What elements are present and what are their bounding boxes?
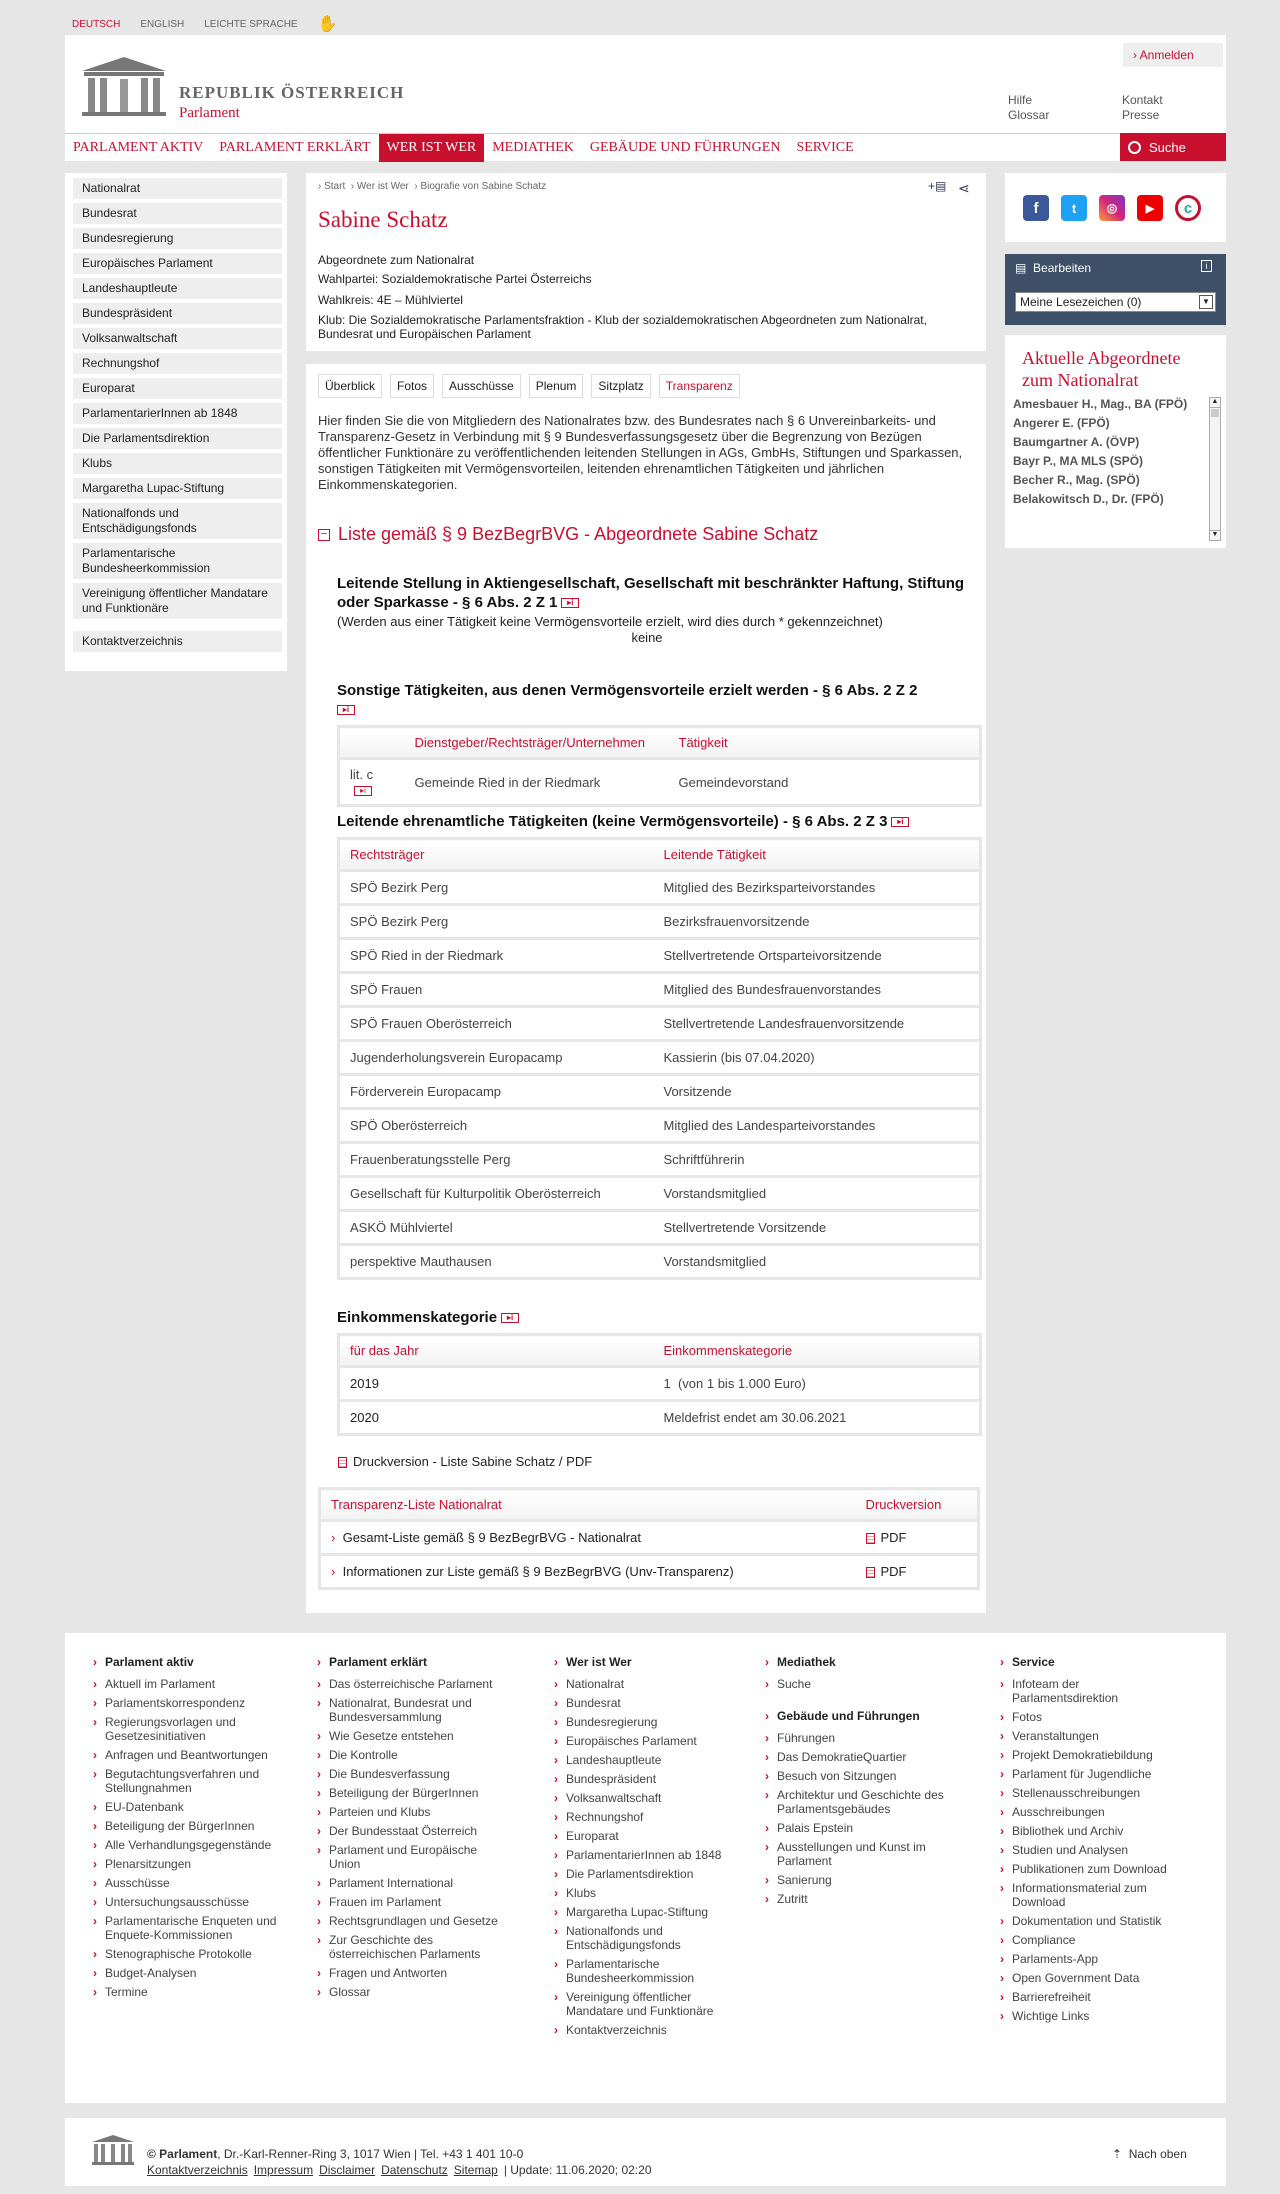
sidebar-item-nationalrat[interactable]: Nationalrat — [73, 178, 282, 199]
breadcrumb: › Start › Wer ist Wer › Biografie von Sabine Schatz — [318, 181, 547, 192]
footer-link[interactable]: › Europäisches Parlament — [554, 1734, 739, 1748]
table-row — [339, 1245, 981, 1279]
footer-col-parlament-aktiv — [93, 1655, 283, 2004]
footer-link[interactable]: › Parteien und Klubs — [317, 1805, 502, 1819]
footer-link[interactable]: › Regierungsvorlagen und Gesetzesinitiativen — [93, 1715, 283, 1743]
sidebar-item-nationalfonds[interactable]: Nationalfonds und Entschädigungsfonds — [73, 503, 282, 539]
sidebar-item-bundespraesident[interactable]: Bundespräsident — [73, 303, 282, 324]
footer-link[interactable]: › Parlamentarische Bundesheerkommission — [554, 1957, 739, 1985]
footer-link[interactable]: › Parlament International — [317, 1876, 502, 1890]
table-cell: Vorstandsmitglied — [663, 1254, 767, 1269]
profile-party: Wahlpartei: Sozialdemokratische Partei Österreichs — [318, 272, 592, 286]
sidebar-item-parlamentarier[interactable]: ParlamentarierInnen ab 1848 — [73, 403, 282, 424]
twitter-icon[interactable]: t — [1061, 195, 1087, 221]
table-header: Leitende Tätigkeit — [654, 839, 981, 871]
table-header-row — [339, 839, 981, 871]
info-icon[interactable]: ▸i — [891, 817, 909, 827]
logo-line2: Parlament — [179, 105, 240, 121]
transparency-link[interactable]: Informationen zur Liste gemäß § 9 BezBegrBVG (Unv-Transparenz) — [342, 1564, 734, 1579]
footer — [65, 1633, 1226, 2103]
footer-link[interactable]: › Parlamentskorrespondenz — [93, 1696, 283, 1710]
table-cell: 1 (von 1 bis 1.000 Euro) — [654, 1367, 981, 1401]
pdf-icon — [866, 1567, 875, 1578]
table-header: Rechtsträger — [339, 839, 654, 871]
footer-link[interactable]: › Bibliothek und Archiv — [1000, 1824, 1180, 1838]
footer-links — [147, 2163, 652, 2177]
footer-link[interactable]: › Beteiligung der BürgerInnen — [93, 1819, 283, 1833]
table-cell: Stellvertretende Vorsitzende — [654, 1211, 981, 1245]
nav-gebaeude[interactable]: GEBÄUDE UND FÜHRUNGEN — [589, 139, 781, 155]
footer-link[interactable]: › Compliance — [1000, 1933, 1180, 1947]
contact-link[interactable]: Kontakt — [1122, 93, 1163, 107]
tab-ueberblick[interactable]: Überblick — [318, 374, 382, 398]
nav-parlament-aktiv[interactable]: PARLAMENT AKTIV — [73, 139, 204, 155]
table-cell[interactable] — [856, 1521, 979, 1555]
table-row — [339, 871, 981, 905]
bookmarks-panel — [1005, 254, 1226, 325]
profile-panel — [306, 173, 986, 351]
tab-sitzplatz[interactable]: Sitzplatz — [591, 374, 650, 398]
table-cell: Schriftführerin — [654, 1143, 981, 1177]
share-icon[interactable]: ⋖ — [958, 180, 970, 196]
table-header-row — [320, 1489, 979, 1521]
sidebar-item-rechnungshof[interactable]: Rechnungshof — [73, 353, 282, 374]
profile-club: Klub: Die Sozialdemokratische Parlamentsfraktion - Klub der sozialdemokratischen Abgeordneten zum Nationalrat, Bundesrat und Europäischen Parlament — [318, 313, 927, 341]
sidebar-item-bundesheerkommission[interactable]: Parlamentarische Bundesheerkommission — [73, 543, 282, 579]
press-link[interactable]: Presse — [1122, 108, 1160, 122]
table-cell: ASKÖ Mühlviertel — [339, 1211, 654, 1245]
section3-title-text: Leitende ehrenamtliche Tätigkeiten (keine Vermögensvorteile) - § 6 Abs. 2 Z 3 — [337, 813, 888, 830]
sidebar-item-klubs[interactable]: Klubs — [73, 453, 282, 474]
footer-link[interactable]: › Projekt Demokratiebildung — [1000, 1748, 1180, 1762]
table-row — [339, 1367, 981, 1401]
table-cell: SPÖ Oberösterreich — [339, 1109, 654, 1143]
section1-title — [337, 574, 977, 612]
footer-logo-icon[interactable] — [91, 2134, 135, 2166]
print-version-link[interactable] — [338, 1454, 592, 1469]
tab-fotos[interactable]: Fotos — [390, 374, 434, 398]
footer-link[interactable]: › Suche — [765, 1677, 950, 1691]
ehrenamt-table — [337, 837, 982, 1280]
footer-link[interactable]: › Der Bundesstaat Österreich — [317, 1824, 502, 1838]
info-icon[interactable]: ▸i — [501, 1313, 519, 1323]
sidebar-item-parlamentsdirektion[interactable]: Die Parlamentsdirektion — [73, 428, 282, 449]
search-label: Suche — [1149, 139, 1186, 155]
profile-role: Abgeordnete zum Nationalrat — [318, 253, 475, 267]
sidebar-item-eu-parlament[interactable]: Europäisches Parlament — [73, 253, 282, 274]
table-cell: Gesellschaft für Kulturpolitik Oberösterreich — [339, 1177, 654, 1211]
section-ehrenamtlich — [337, 813, 982, 1280]
footer-link[interactable]: › Das DemokratieQuartier — [765, 1750, 950, 1764]
sidebar-item-volksanwaltschaft[interactable]: Volksanwaltschaft — [73, 328, 282, 349]
pdf-icon — [866, 1533, 875, 1544]
table-cell: Gemeinde Ried in der Riedmark — [414, 774, 601, 790]
footer-heading[interactable]: › Parlament erklärt — [317, 1655, 502, 1669]
social-panel — [1005, 173, 1226, 242]
chevron-down-icon: ▼ — [1199, 295, 1213, 309]
table-cell: Mitglied des Landesparteivorstandes — [654, 1109, 981, 1143]
footer-link[interactable]: › Margaretha Lupac-Stiftung — [554, 1905, 739, 1919]
section1-title-text: Leitende Stellung in Aktiengesellschaft, Gesellschaft mit beschränkter Haftung, Stiftung oder Sparkasse - § 6 Abs. 2 Z 1 — [337, 575, 965, 611]
footer-link[interactable]: › Landeshauptleute — [554, 1753, 739, 1767]
footer-link[interactable]: › Bundesrat — [554, 1696, 739, 1710]
nav-mediathek[interactable]: MEDIATHEK — [492, 139, 574, 155]
footer-link[interactable]: › Alle Verhandlungsgegenstände — [93, 1838, 283, 1852]
table-row — [339, 973, 981, 1007]
logo-text[interactable] — [179, 83, 404, 122]
footer-link[interactable]: › Beteiligung der BürgerInnen — [317, 1786, 502, 1800]
scroll-down-icon[interactable]: ▼ — [1211, 531, 1219, 538]
table-row — [339, 939, 981, 973]
members-list — [1013, 397, 1203, 539]
footer-link[interactable]: › Fotos — [1000, 1710, 1180, 1724]
footer-link[interactable]: › Fragen und Antworten — [317, 1966, 502, 1980]
bookmark-add-icon[interactable]: +▤ — [928, 179, 947, 193]
table-cell: SPÖ Frauen — [339, 973, 654, 1007]
sign-language-icon[interactable]: ✋ — [317, 16, 338, 33]
table-cell: Jugenderholungsverein Europacamp — [339, 1041, 654, 1075]
footer-link[interactable]: › Barrierefreiheit — [1000, 1990, 1180, 2004]
footer-link[interactable]: › Die Kontrolle — [317, 1748, 502, 1762]
footer-link[interactable]: › Ausstellungen und Kunst im Parlament — [765, 1840, 950, 1868]
footer-link[interactable]: › Anfragen und Beantwortungen — [93, 1748, 283, 1762]
logo-icon[interactable] — [80, 55, 168, 117]
footer-link[interactable]: › Nationalrat — [554, 1677, 739, 1691]
list-title: Liste gemäß § 9 BezBegrBVG - Abgeordnete Sabine Schatz — [338, 524, 819, 544]
section2-title-text: Sonstige Tätigkeiten, aus denen Vermögensvorteile erzielt werden - § 6 Abs. 2 Z 2 — [337, 682, 918, 699]
footer-link[interactable]: › Die Bundesverfassung — [317, 1767, 502, 1781]
login-label: Anmelden — [1139, 48, 1194, 62]
address: , Dr.-Karl-Renner-Ring 3, 1017 Wien | Tel. +43 1 401 10-0 — [217, 2147, 524, 2161]
table-cell: 2020 — [350, 1410, 379, 1425]
footer-col-mediathek — [765, 1655, 950, 1911]
table-cell: Mitglied des Bezirksparteivorstandes — [654, 871, 981, 905]
table-row — [339, 1007, 981, 1041]
footer-link[interactable]: › Frauen im Parlament — [317, 1895, 502, 1909]
footer-link[interactable]: › Aktuell im Parlament — [93, 1677, 283, 1691]
table-header: Dienstgeber/Rechtsträger/Unternehmen — [405, 727, 669, 759]
footer-link[interactable]: › Informationsmaterial zum Download — [1000, 1881, 1180, 1909]
table-cell: Stellvertretende Ortsparteivorsitzende — [654, 939, 981, 973]
section1-value: keine — [631, 630, 663, 645]
footer-link[interactable]: › Zutritt — [765, 1892, 950, 1906]
bookmarks-title: Bearbeiten — [1033, 261, 1092, 275]
footer-link[interactable]: › Volksanwaltschaft — [554, 1791, 739, 1805]
sidebar-item-lupac[interactable]: Margaretha Lupac-Stiftung — [73, 478, 282, 499]
search-button[interactable] — [1120, 133, 1226, 161]
table-cell: SPÖ Frauen Oberösterreich — [339, 1007, 654, 1041]
sidebar-item-kontaktverzeichnis[interactable]: Kontaktverzeichnis — [73, 631, 282, 652]
table-row — [339, 1109, 981, 1143]
footer-link[interactable]: › Infoteam der Parlamentsdirektion — [1000, 1677, 1180, 1705]
table-cell: SPÖ Ried in der Riedmark — [339, 939, 654, 973]
table-row — [339, 1041, 981, 1075]
einkommen-table — [337, 1333, 982, 1436]
footer-heading[interactable]: › Wer ist Wer — [554, 1655, 739, 1669]
footer-heading[interactable]: › Gebäude und Führungen — [765, 1709, 950, 1723]
members-title: Aktuelle Abgeordnete zum Nationalrat — [1022, 348, 1181, 390]
footer-link[interactable]: › Bundespräsident — [554, 1772, 739, 1786]
footer-link[interactable]: › Rechnungshof — [554, 1810, 739, 1824]
table-cell: perspektive Mauthausen — [350, 1254, 492, 1269]
transparency-list-table — [318, 1487, 980, 1590]
social-icons — [1023, 195, 1201, 221]
table-header-row — [339, 1335, 981, 1367]
table-cell — [339, 759, 405, 806]
sidebar-item-vereinigung[interactable]: Vereinigung öffentlicher Mandatare und Funktionäre — [73, 583, 282, 619]
table-header — [339, 727, 405, 759]
back-to-top-label: Nach oben — [1128, 2147, 1187, 2161]
nav-service[interactable]: SERVICE — [796, 139, 854, 155]
login-button[interactable]: › Anmelden — [1123, 43, 1223, 67]
lang-en-link[interactable]: ENGLISH — [140, 18, 185, 30]
sidebar-item-landeshauptleute[interactable]: Landeshauptleute — [73, 278, 282, 299]
transparency-link[interactable]: Gesamt-Liste gemäß § 9 BezBegrBVG - Nationalrat — [342, 1530, 641, 1545]
table-cell: Stellvertretende Landesfrauenvorsitzende — [654, 1007, 981, 1041]
member-link[interactable]: Becher R., Mag. (SPÖ) — [1013, 473, 1140, 487]
footer-link[interactable]: › Plenarsitzungen — [93, 1857, 283, 1871]
nav-parlament-erklaert[interactable]: PARLAMENT ERKLÄRT — [219, 139, 371, 155]
footer-link[interactable]: › ParlamentarierInnen ab 1848 — [554, 1848, 739, 1862]
lang-de-link[interactable]: DEUTSCH — [72, 18, 121, 30]
footer-link[interactable]: › Begutachtungsverfahren und Stellungnahmen — [93, 1767, 283, 1795]
table-cell: Frauenberatungsstelle Perg — [339, 1143, 654, 1177]
footer-link[interactable]: › Open Government Data — [1000, 1971, 1180, 1985]
table-row — [320, 1555, 979, 1589]
footer-link[interactable]: › Nationalfonds und Entschädigungsfonds — [554, 1924, 739, 1952]
footer-col-parlament-erklaert — [317, 1655, 502, 2004]
table-cell: Gemeindevorstand — [678, 774, 789, 790]
table-row — [339, 759, 981, 806]
section-sonstige — [337, 681, 982, 807]
profile-district: Wahlkreis: 4E – Mühlviertel — [318, 293, 463, 307]
footer-heading[interactable]: › Parlament aktiv — [93, 1655, 283, 1669]
bookmarks-select[interactable] — [1015, 292, 1216, 312]
page-title: Sabine Schatz — [318, 207, 448, 232]
table-cell: Vorstandsmitglied — [654, 1177, 981, 1211]
table-cell[interactable]: › Gesamt-Liste gemäß § 9 BezBegrBVG - Nationalrat — [320, 1521, 856, 1555]
footer-heading[interactable]: › Mediathek — [765, 1655, 950, 1669]
members-scrollbar[interactable] — [1209, 397, 1221, 541]
print-label: Druckversion - Liste Sabine Schatz / PDF — [353, 1454, 593, 1469]
bottom-bar — [65, 2118, 1226, 2186]
footer-link[interactable]: › Veranstaltungen — [1000, 1729, 1180, 1743]
lang-easy-link[interactable]: LEICHTE SPRACHE — [204, 18, 298, 30]
tab-plenum[interactable]: Plenum — [529, 374, 584, 398]
section-leitende-stellung — [337, 574, 977, 645]
pdf-icon — [338, 1457, 347, 1468]
footer-link[interactable]: › Das österreichische Parlament — [317, 1677, 502, 1691]
footer-link[interactable]: › Dokumentation und Statistik — [1000, 1914, 1180, 1928]
scroll-up-icon[interactable]: ▲ — [1210, 398, 1220, 408]
table-header: Einkommenskategorie — [654, 1335, 981, 1367]
footer-col-service — [1000, 1655, 1180, 2028]
footer-link[interactable]: › Palais Epstein — [765, 1821, 950, 1835]
member-link[interactable]: Amesbauer H., Mag., BA (FPÖ) — [1013, 397, 1188, 411]
footer-address — [147, 2147, 523, 2161]
section2-title — [337, 681, 982, 719]
footer-link[interactable]: › Parlamentarische Enqueten und Enquete-Kommissionen — [93, 1914, 283, 1942]
footer-link-disclaimer[interactable]: Disclaimer — [319, 2163, 376, 2177]
section1-note: (Werden aus einer Tätigkeit keine Vermögensvorteile erzielt, wird dies durch * gekennzeichnet) — [337, 614, 883, 629]
footer-link[interactable]: › Führungen — [765, 1731, 950, 1745]
scroll-thumb[interactable] — [1211, 409, 1219, 417]
sidebar-item-bundesregierung[interactable]: Bundesregierung — [73, 228, 282, 249]
main-nav — [65, 133, 1226, 161]
breadcrumb-current: Biografie von Sabine Schatz — [420, 181, 547, 192]
footer-link-sitemap[interactable]: Sitemap — [453, 2163, 498, 2177]
arrow-up-icon: ⇡ — [1112, 2147, 1123, 2161]
glossary-link[interactable]: Glossar — [1008, 108, 1050, 122]
section-einkommen — [337, 1309, 982, 1436]
language-bar — [72, 14, 338, 34]
table-header: Transparenz-Liste Nationalrat — [320, 1489, 856, 1521]
intro-text: Hier finden Sie die von Mitgliedern des Nationalrates bzw. des Bundesrates nach § 6 Unvereinbarkeits- und Transparenz-Gesetz in Verbindung mit § 9 Bundesverfassungsgesetz über die Begrenzung von Bezügen öffentlicher Funktionäre zu veröffentlichenden leitenden Stellungen in AGs, GmbHs, Stiftungen und Sparkassen, sonstigen Tätigkeiten mit Vermögensvorteilen, leitenden ehrenamtlichen Tätigkeiten und jährlichen Einkommenskategorien. — [318, 413, 963, 492]
footer-link[interactable]: › Die Parlamentsdirektion — [554, 1867, 739, 1881]
footer-link[interactable]: › Wichtige Links — [1000, 2009, 1180, 2023]
table-cell: Meldefrist endet am 30.06.2021 — [663, 1410, 847, 1425]
footer-link[interactable]: › Klubs — [554, 1886, 739, 1900]
update-info: | Update: 11.06.2020; 02:20 — [503, 2163, 652, 2177]
collapse-icon: − — [318, 529, 330, 541]
table-row — [339, 905, 981, 939]
table-cell: 2019 — [339, 1367, 654, 1401]
facebook-icon[interactable]: f — [1023, 195, 1049, 221]
bookmarks-header: ▤ Bearbeiten — [1015, 261, 1092, 275]
nav-wer-ist-wer[interactable]: WER IST WER — [379, 134, 485, 162]
help-link[interactable]: Hilfe — [1008, 93, 1033, 107]
footer-link[interactable]: › Budget-Analysen — [93, 1966, 283, 1980]
info-icon[interactable]: ▸i — [354, 786, 372, 796]
footer-col-wer-ist-wer — [554, 1655, 739, 2042]
instagram-icon[interactable]: ◎ — [1099, 195, 1125, 221]
sonstige-table — [337, 725, 982, 807]
footer-link[interactable]: › Sanierung — [765, 1873, 950, 1887]
member-link[interactable]: Belakowitsch D., Dr. (FPÖ) — [1013, 492, 1164, 506]
table-row — [339, 1211, 981, 1245]
footer-link-impressum[interactable]: Impressum — [253, 2163, 314, 2177]
table-row — [339, 1075, 981, 1109]
tab-transparenz[interactable]: Transparenz — [659, 374, 740, 398]
table-cell: Bezirksfrauenvorsitzende — [654, 905, 981, 939]
table-cell: SPÖ Bezirk Perg — [339, 905, 654, 939]
table-header-row — [339, 727, 981, 759]
members-panel — [1005, 335, 1226, 548]
copyright: © Parlament — [147, 2147, 218, 2161]
sidebar — [65, 173, 287, 671]
tab-ausschuesse[interactable]: Ausschüsse — [442, 374, 521, 398]
footer-link[interactable]: › Termine — [93, 1985, 283, 1999]
breadcrumb-start[interactable]: Start — [324, 181, 346, 192]
info-icon[interactable]: ▸i — [561, 598, 579, 608]
demokratie-app-icon[interactable]: c — [1175, 195, 1201, 221]
info-icon[interactable]: i — [1201, 260, 1212, 272]
table-row — [339, 1143, 981, 1177]
footer-link[interactable]: › EU-Datenbank — [93, 1800, 283, 1814]
footer-link[interactable]: › Parlament und Europäische Union — [317, 1843, 502, 1871]
footer-link[interactable]: › Untersuchungsausschüsse — [93, 1895, 283, 1909]
logo-line1: REPUBLIK ÖSTERREICH — [179, 83, 405, 102]
section4-title — [337, 1309, 982, 1326]
table-cell: SPÖ Bezirk Perg — [339, 871, 654, 905]
section4-title-text: Einkommenskategorie — [337, 1309, 498, 1326]
section3-title — [337, 813, 982, 830]
lit-label: lit. c — [350, 767, 374, 782]
footer-link[interactable]: › Rechtsgrundlagen und Gesetze — [317, 1914, 502, 1928]
footer-link[interactable]: › Stenographische Protokolle — [93, 1947, 283, 1961]
table-header: Druckversion — [856, 1489, 979, 1521]
footer-link[interactable]: › Zur Geschichte des österreichischen Parlaments — [317, 1933, 502, 1961]
footer-link[interactable]: › Parlament für Jugendliche — [1000, 1767, 1180, 1781]
pdf-link[interactable]: PDF — [880, 1530, 907, 1545]
footer-link[interactable]: › Vereinigung öffentlicher Mandatare und Funktionäre — [554, 1990, 739, 2018]
info-icon[interactable]: ▸i — [337, 705, 355, 715]
footer-link[interactable]: › Besuch von Sitzungen — [765, 1769, 950, 1783]
footer-link[interactable]: › Europarat — [554, 1829, 739, 1843]
profile-tabs — [318, 374, 740, 398]
footer-link[interactable]: › Ausschreibungen — [1000, 1805, 1180, 1819]
table-cell: Mitglied des Bundesfrauenvorstandes — [654, 973, 981, 1007]
table-row — [320, 1521, 979, 1555]
footer-link-kontakt[interactable]: Kontaktverzeichnis — [147, 2163, 248, 2177]
footer-link[interactable]: › Parlaments-App — [1000, 1952, 1180, 1966]
footer-link[interactable]: › Wie Gesetze entstehen — [317, 1729, 502, 1743]
pdf-link[interactable]: PDF — [880, 1564, 907, 1579]
table-header: für das Jahr — [339, 1335, 654, 1367]
member-link[interactable]: Bayr P., MA MLS (SPÖ) — [1013, 454, 1144, 468]
back-to-top-link[interactable] — [1112, 2147, 1187, 2161]
footer-link[interactable]: › Kontaktverzeichnis — [554, 2023, 739, 2037]
table-cell[interactable]: › Informationen zur Liste gemäß § 9 BezBegrBVG (Unv-Transparenz) — [331, 1564, 734, 1579]
sidebar-item-bundesrat[interactable]: Bundesrat — [73, 203, 282, 224]
footer-link-datenschutz[interactable]: Datenschutz — [381, 2163, 448, 2177]
table-row — [339, 1401, 981, 1435]
breadcrumb-wer-ist-wer[interactable]: Wer ist Wer — [356, 181, 409, 192]
table-cell: Kassierin (bis 07.04.2020) — [654, 1041, 981, 1075]
footer-link[interactable]: › Stellenausschreibungen — [1000, 1786, 1180, 1800]
footer-link[interactable]: › Studien und Analysen — [1000, 1843, 1180, 1857]
bookmarks-select-value: Meine Lesezeichen (0) — [1020, 295, 1142, 309]
footer-link[interactable]: › Glossar — [317, 1985, 502, 1999]
footer-link[interactable]: › Ausschüsse — [93, 1876, 283, 1890]
table-row — [339, 1177, 981, 1211]
table-header: Tätigkeit — [669, 727, 981, 759]
footer-link[interactable]: › Bundesregierung — [554, 1715, 739, 1729]
list-heading[interactable] — [318, 524, 818, 545]
table-cell: Vorsitzende — [654, 1075, 981, 1109]
table-cell: Förderverein Europacamp — [339, 1075, 654, 1109]
footer-link[interactable]: › Nationalrat, Bundesrat und Bundesversammlung — [317, 1696, 502, 1724]
member-link[interactable]: Angerer E. (FPÖ) — [1013, 416, 1110, 430]
sidebar-item-europarat[interactable]: Europarat — [73, 378, 282, 399]
footer-link[interactable]: › Publikationen zum Download — [1000, 1862, 1180, 1876]
search-icon — [1128, 141, 1141, 154]
table-cell[interactable] — [856, 1555, 979, 1589]
youtube-icon[interactable]: ▶ — [1137, 195, 1163, 221]
transparency-panel — [306, 364, 986, 1613]
footer-heading[interactable]: › Service — [1000, 1655, 1180, 1669]
footer-link[interactable]: › Architektur und Geschichte des Parlamentsgebäudes — [765, 1788, 950, 1816]
member-link[interactable]: Baumgartner A. (ÖVP) — [1013, 435, 1140, 449]
